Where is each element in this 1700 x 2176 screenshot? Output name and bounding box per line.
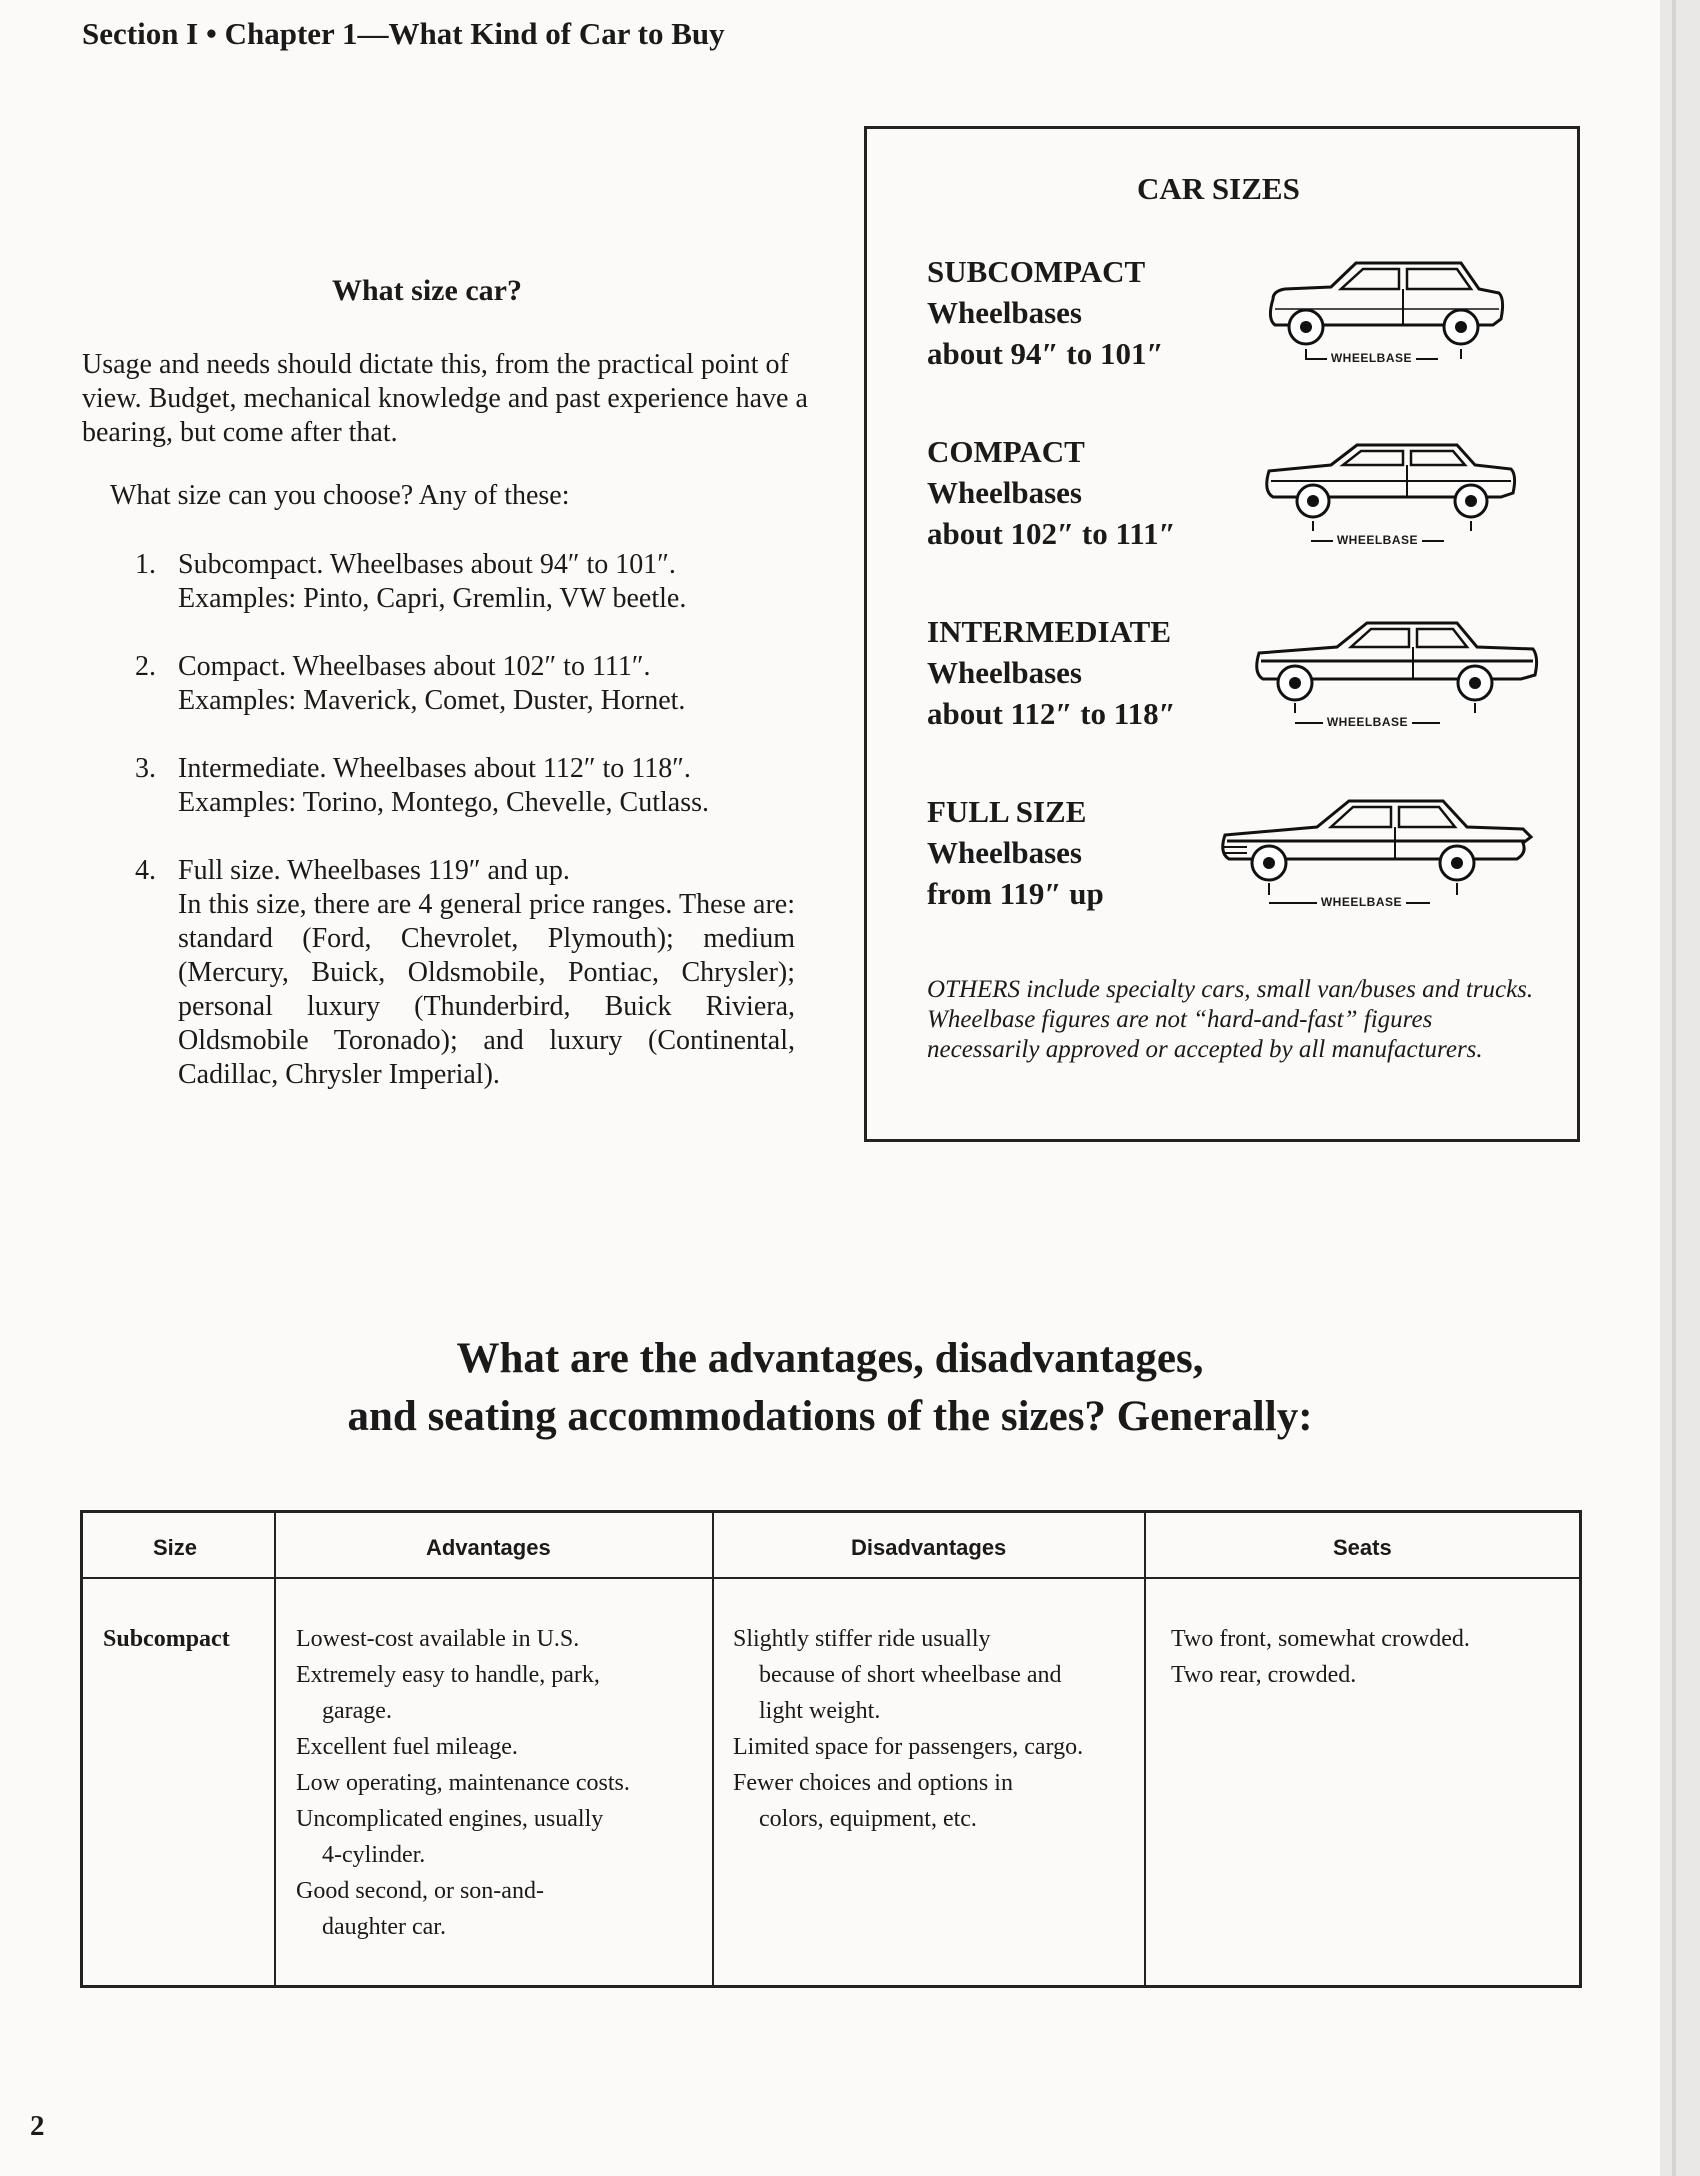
list-item xyxy=(135,752,795,820)
list-item xyxy=(135,650,795,718)
list-item xyxy=(135,854,795,1092)
car-sizes-title: CAR SIZES xyxy=(1137,171,1300,206)
car-entry-line: Wheelbases xyxy=(927,295,1082,330)
compact-car-icon xyxy=(1261,431,1521,531)
list-number: 3. xyxy=(135,753,156,784)
car-entry-compact xyxy=(927,431,1257,554)
list-item-examples: Examples: Torino, Montego, Chevelle, Cutlass. xyxy=(178,787,710,818)
intermediate-car-icon xyxy=(1251,613,1541,713)
wheelbase-label: WHEELBASE xyxy=(1311,533,1444,547)
subcompact-car-icon xyxy=(1261,249,1511,359)
table-cell-line: Excellent fuel mileage. xyxy=(296,1734,518,1760)
car-entry-intermediate xyxy=(927,611,1257,734)
column-rule xyxy=(1144,1513,1146,1985)
full-size-car-icon xyxy=(1217,789,1537,899)
car-entry-range: about 102″ to 111″ xyxy=(927,516,1176,551)
table-cell-line: Limited space for passengers, cargo. xyxy=(733,1734,1084,1760)
list-item-examples: Examples: Maverick, Comet, Duster, Hornet. xyxy=(178,685,686,716)
car-entry-name: SUBCOMPACT xyxy=(927,254,1146,289)
page-edge xyxy=(1660,0,1700,2176)
table-cell-line: Two rear, crowded. xyxy=(1171,1662,1357,1688)
car-entry-full-size xyxy=(927,791,1257,914)
car-entry-line: Wheelbases xyxy=(927,835,1082,870)
column-header-disadvantages: Disadvantages xyxy=(851,1535,1007,1560)
table-cell-line: Slightly stiffer ride usually xyxy=(733,1626,991,1652)
list-item-text: Full size. Wheelbases 119″ and up. xyxy=(178,855,570,886)
column-header-advantages: Advantages xyxy=(426,1535,551,1560)
table-cell-line: Extremely easy to handle, park, xyxy=(296,1662,600,1688)
table-cell-line: because of short wheelbase and xyxy=(759,1662,1062,1688)
table-cell-line: Low operating, maintenance costs. xyxy=(296,1770,630,1796)
advantages-heading xyxy=(200,1330,1460,1446)
car-entry-range: from 119″ up xyxy=(927,876,1104,911)
table-cell-line: Good second, or son-and- xyxy=(296,1878,544,1904)
column-header-seats: Seats xyxy=(1333,1535,1392,1560)
wheelbase-label: WHEELBASE xyxy=(1295,715,1440,729)
table-cell-disadvantages xyxy=(733,1621,1083,1837)
others-note: OTHERS include specialty cars, small van/buses and trucks. Wheelbase figures are not “hard-and-fast” figures necessarily approved or accepted by all manufacturers. xyxy=(927,976,1534,1063)
table-cell-line: 4-cylinder. xyxy=(322,1842,426,1868)
page-number: 2 xyxy=(30,2110,45,2142)
column-header-size: Size xyxy=(153,1535,198,1560)
advantages-heading-line: and seating accommodations of the sizes? Generally: xyxy=(347,1393,1313,1440)
list-item xyxy=(135,548,795,616)
table-cell-advantages xyxy=(296,1621,630,1945)
table-cell-line: Uncomplicated engines, usually xyxy=(296,1806,604,1832)
header-rule xyxy=(83,1577,1579,1579)
table-cell-size: Subcompact xyxy=(103,1626,230,1652)
table-cell-line: daughter car. xyxy=(322,1914,446,1940)
list-item-text: Subcompact. Wheelbases about 94″ to 101″. xyxy=(178,549,676,580)
car-entry-name: INTERMEDIATE xyxy=(927,614,1172,649)
advantages-heading-line: What are the advantages, disadvantages, xyxy=(456,1335,1204,1382)
column-rule xyxy=(274,1513,276,1985)
list-item-details: In this size, there are 4 general price ranges. These are: standard (Ford, Chevrolet, Plymouth); medium (Mercury, Buick, Oldsmobile, Pontiac, Chrysler); personal luxury (Thunderbird, Buick Riviera, Oldsmobile Toronado); and luxury (Continental, Cadillac, Chrysler Imperial). xyxy=(178,889,795,1090)
table-cell-line: colors, equipment, etc. xyxy=(759,1806,977,1832)
page-header: Section I • Chapter 1—What Kind of Car to Buy xyxy=(82,16,725,51)
table-cell-line: Two front, somewhat crowded. xyxy=(1171,1626,1470,1652)
size-comparison-table xyxy=(80,1510,1582,1988)
column-rule xyxy=(712,1513,714,1985)
table-cell-line: light weight. xyxy=(759,1698,881,1724)
list-number: 1. xyxy=(135,549,156,580)
table-cell-seats xyxy=(1171,1621,1470,1693)
car-entry-range: about 94″ to 101″ xyxy=(927,336,1164,371)
wheelbase-label: WHEELBASE xyxy=(1305,351,1438,365)
table-cell-line: garage. xyxy=(322,1698,392,1724)
car-entry-line: Wheelbases xyxy=(927,475,1082,510)
list-item-text: Intermediate. Wheelbases about 112″ to 118″. xyxy=(178,753,691,784)
wheelbase-label: WHEELBASE xyxy=(1269,895,1430,909)
car-entry-name: FULL SIZE xyxy=(927,794,1087,829)
car-entry-name: COMPACT xyxy=(927,434,1085,469)
list-item-text: Compact. Wheelbases about 102″ to 111″. xyxy=(178,651,651,682)
section-heading: What size car? xyxy=(332,274,522,307)
intro-paragraph: Usage and needs should dictate this, from the practical point of view. Budget, mechanical knowledge and past experience have a bearing, but come after that. xyxy=(82,349,808,448)
list-item-examples: Examples: Pinto, Capri, Gremlin, VW beetle. xyxy=(178,583,687,614)
car-entry-line: Wheelbases xyxy=(927,655,1082,690)
car-entry-subcompact xyxy=(927,251,1257,374)
page-edge-shadow xyxy=(1672,0,1676,2176)
table-cell-line: Lowest-cost available in U.S. xyxy=(296,1626,580,1652)
table-cell-line: Fewer choices and options in xyxy=(733,1770,1013,1796)
list-number: 2. xyxy=(135,651,156,682)
list-number: 4. xyxy=(135,855,156,886)
car-entry-range: about 112″ to 118″ xyxy=(927,696,1176,731)
car-sizes-box xyxy=(864,126,1580,1142)
size-question: What size can you choose? Any of these: xyxy=(110,480,570,511)
size-list xyxy=(135,548,795,1126)
